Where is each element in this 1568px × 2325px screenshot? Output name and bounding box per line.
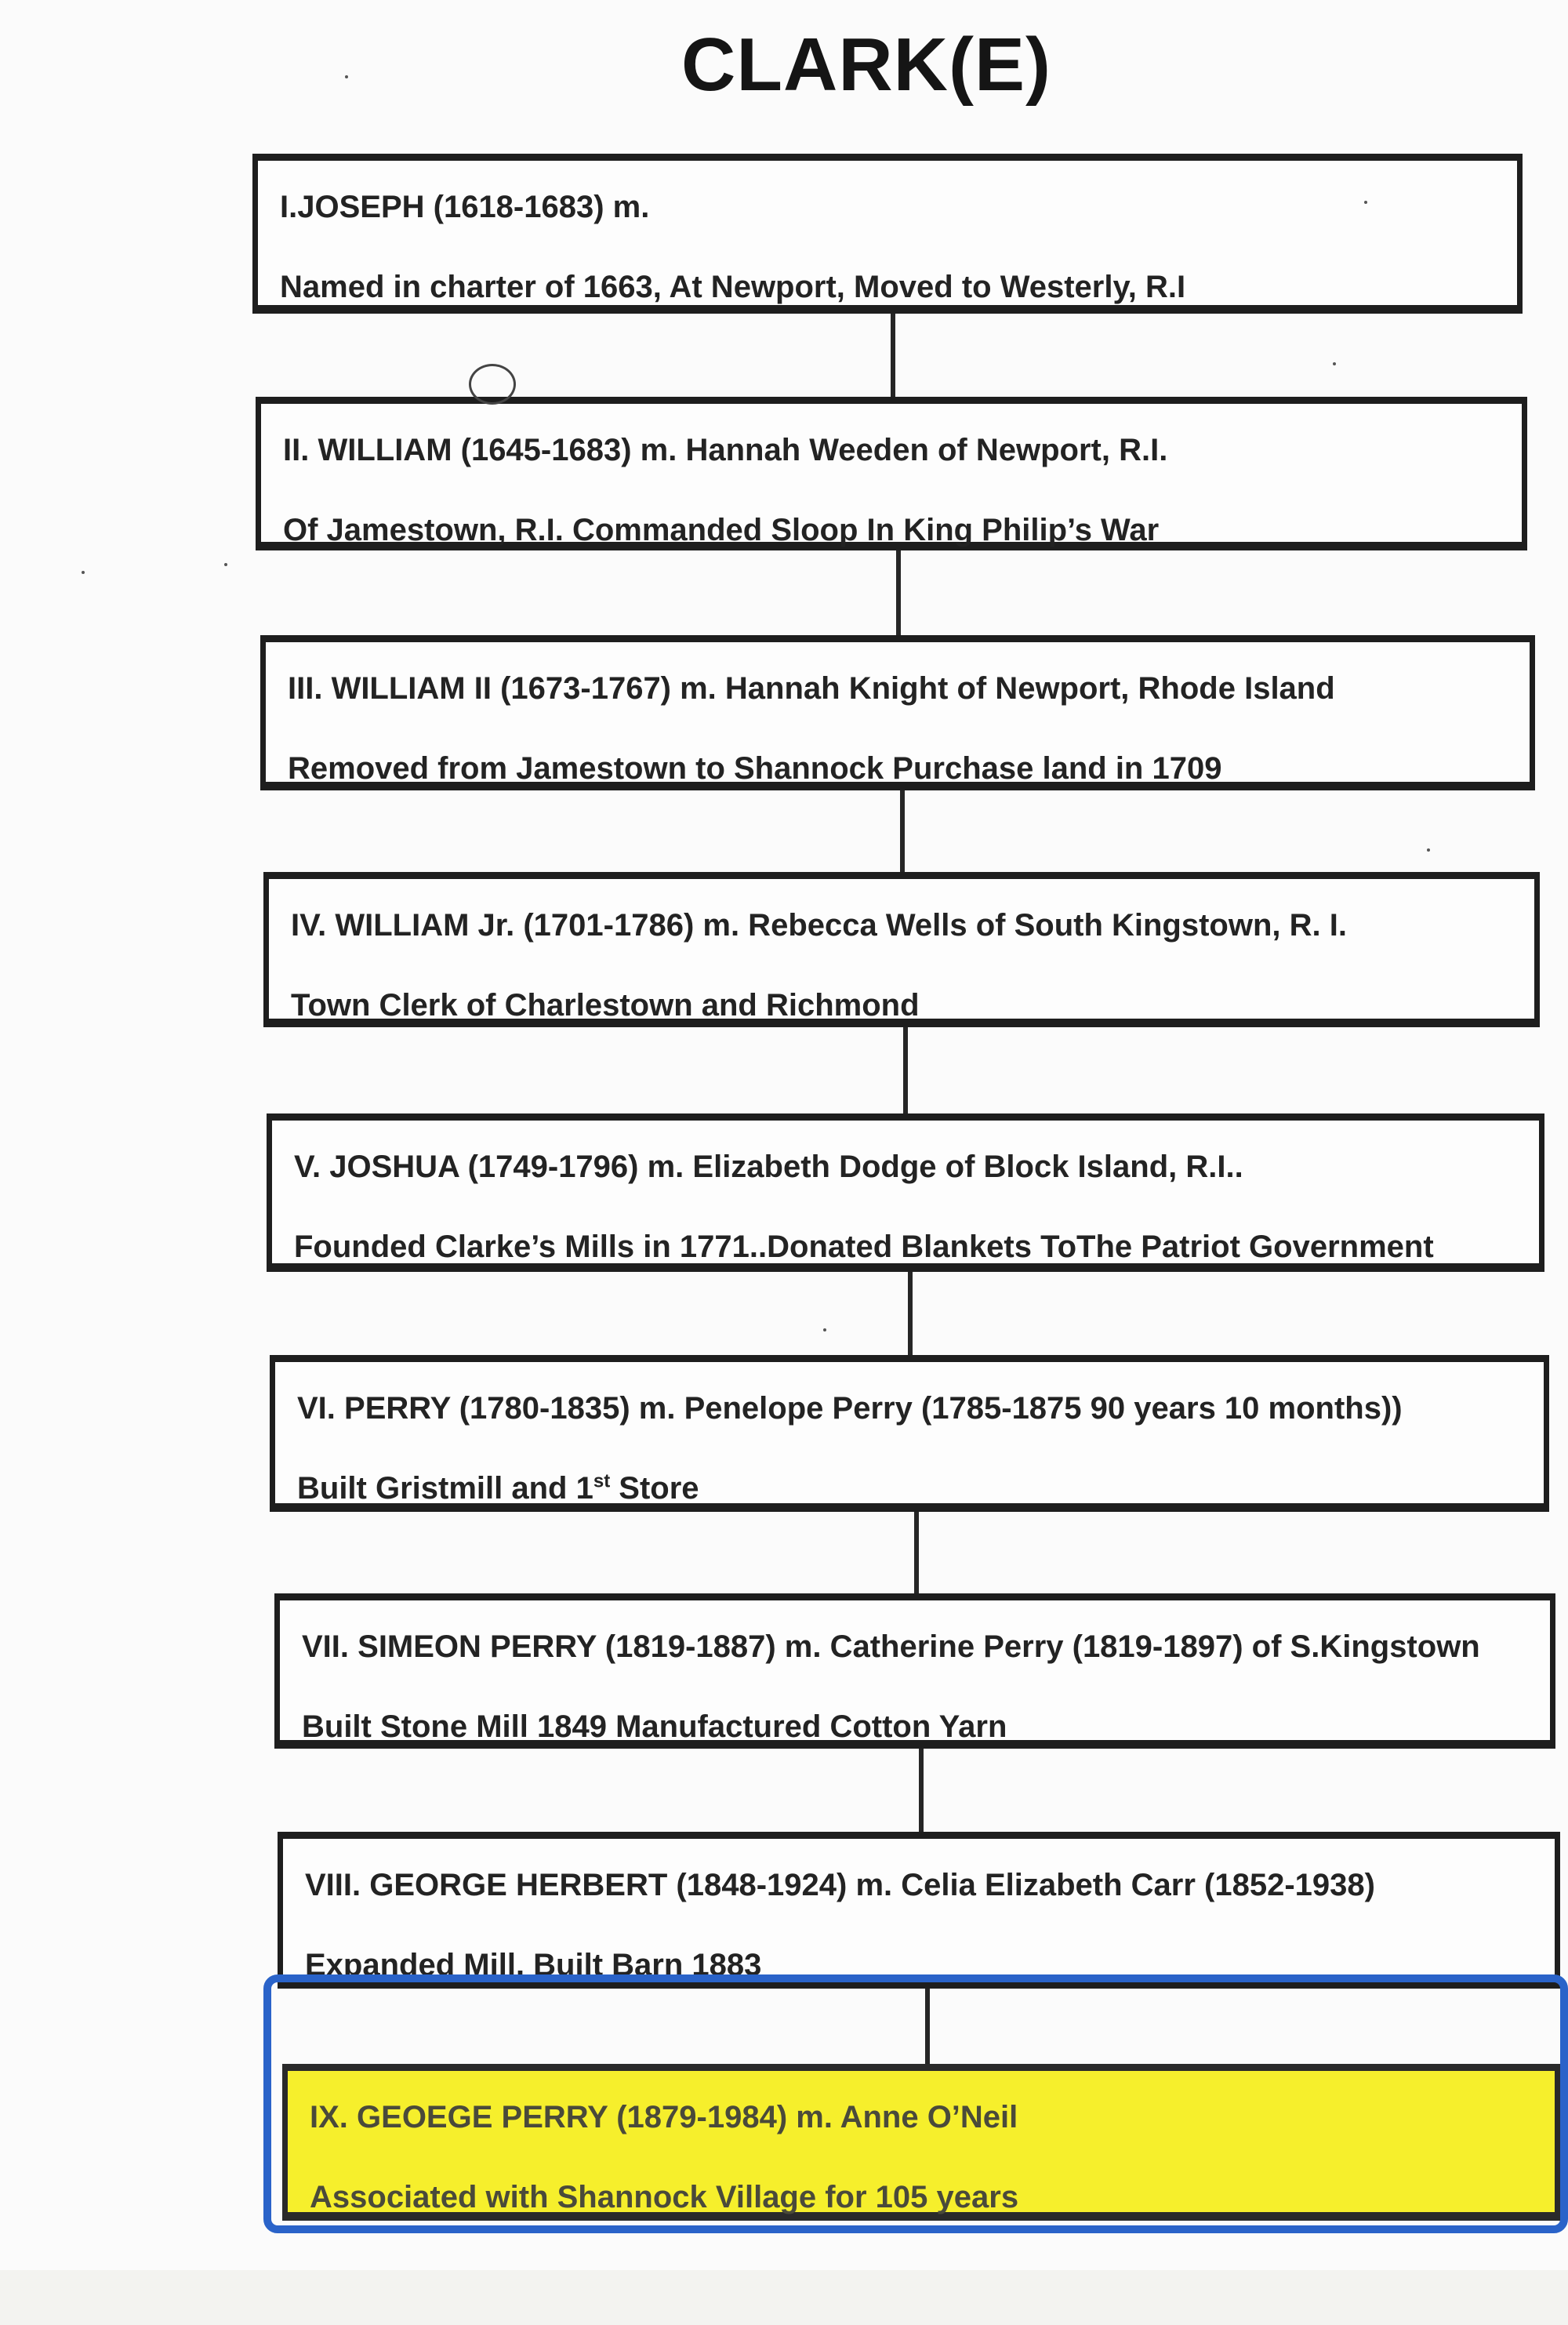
connector-2-3 xyxy=(896,550,901,637)
page-title: CLARK(E) xyxy=(681,23,1051,107)
connector-4-5 xyxy=(903,1027,908,1115)
generation-5-note: Founded Clarke’s Mills in 1771..Donated Blankets ToThe Patriot Government xyxy=(294,1230,1434,1264)
generation-6-heading: VI. PERRY (1780-1835) m. Penelope Perry (1785-1875 90 years 10 months)) xyxy=(297,1391,1403,1426)
generation-box-4 xyxy=(263,872,1540,1027)
generation-1-heading: I.JOSEPH (1618-1683) m. xyxy=(280,190,650,224)
generation-1-note: Named in charter of 1663, At Newport, Moved to Westerly, R.I xyxy=(280,270,1186,304)
generation-box-2 xyxy=(256,397,1527,550)
generation-7-heading: VII. SIMEON PERRY (1819-1887) m. Catherine Perry (1819-1897) of S.Kingstown xyxy=(302,1629,1480,1664)
generation-6-note-prefix: Built Gristmill and 1 xyxy=(297,1471,593,1506)
generation-7-note: Built Stone Mill 1849 Manufactured Cotton Yarn xyxy=(302,1709,1007,1744)
connector-1-2 xyxy=(891,314,895,398)
scan-speck xyxy=(823,1328,826,1331)
scan-speck xyxy=(1333,362,1336,365)
generation-4-note: Town Clerk of Charlestown and Richmond xyxy=(291,988,920,1023)
generation-5-heading: V. JOSHUA (1749-1796) m. Elizabeth Dodge of Block Island, R.I.. xyxy=(294,1150,1243,1184)
scan-speck xyxy=(224,563,227,566)
connector-7-8 xyxy=(919,1749,924,1833)
generation-8-heading: VIII. GEORGE HERBERT (1848-1924) m. Celia Elizabeth Carr (1852-1938) xyxy=(305,1868,1375,1902)
generation-6-note-suffix: Store xyxy=(610,1471,699,1506)
generation-6-note-superscript: st xyxy=(593,1470,611,1492)
generation-6-note xyxy=(297,1469,1520,1508)
scan-speck xyxy=(345,75,348,78)
connector-5-6 xyxy=(908,1272,913,1357)
connector-3-4 xyxy=(900,790,905,872)
pencil-circle-mark xyxy=(469,364,516,405)
generation-9-note: Associated with Shannock Village for 105 years xyxy=(310,2180,1019,2214)
generation-8-note: Expanded Mill, Built Barn 1883 xyxy=(305,1948,762,1982)
generation-box-5 xyxy=(267,1113,1544,1272)
generation-9-heading: IX. GEOEGE PERRY (1879-1984) m. Anne O’Neil xyxy=(310,2100,1018,2134)
scan-speck xyxy=(1364,201,1367,204)
generation-box-8 xyxy=(278,1832,1560,1989)
generation-box-9 xyxy=(282,2064,1560,2221)
connector-6-7 xyxy=(914,1512,919,1595)
generation-3-note: Removed from Jamestown to Shannock Purchase land in 1709 xyxy=(288,751,1222,786)
generation-3-heading: III. WILLIAM II (1673-1767) m. Hannah Knight of Newport, Rhode Island xyxy=(288,671,1335,706)
generation-2-heading: II. WILLIAM (1645-1683) m. Hannah Weeden of Newport, R.I. xyxy=(283,433,1168,467)
generation-box-6 xyxy=(270,1355,1549,1512)
generation-4-heading: IV. WILLIAM Jr. (1701-1786) m. Rebecca Wells of South Kingstown, R. I. xyxy=(291,908,1347,943)
generation-2-note: Of Jamestown, R.I. Commanded Sloop In King Philip’s War xyxy=(283,513,1160,547)
scan-speck xyxy=(1427,848,1430,852)
scan-bottom-edge xyxy=(0,2270,1568,2325)
generation-box-7 xyxy=(274,1593,1555,1749)
scan-speck xyxy=(82,571,85,574)
generation-box-1 xyxy=(252,154,1523,314)
generation-box-3 xyxy=(260,635,1535,790)
